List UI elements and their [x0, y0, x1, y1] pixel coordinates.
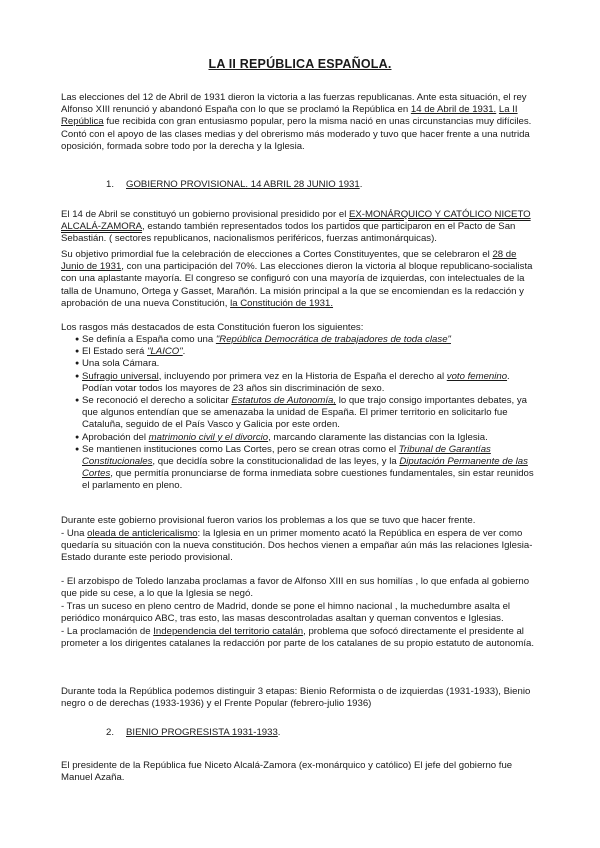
- features-intro: Los rasgos más destacados de esta Constitución fueron los siguientes:: [61, 322, 364, 333]
- list-item: ● Se definía a España como una "República Democrática de trabajadores de toda clase": [61, 334, 541, 346]
- page-title: LA II REPÚBLICA ESPAÑOLA.: [208, 57, 392, 71]
- constitution-features-list: [61, 334, 541, 493]
- list-item: ● Aprobación del matrimonio civil y el divorcio, marcando claramente las distancias con la Iglesia.: [61, 432, 541, 444]
- problems-intro: Durante este gobierno provisional fueron varios los problemas a los que se tuvo que hacer frente.: [61, 515, 476, 526]
- second-republic-term: La II República: [61, 104, 518, 128]
- provisional-government-paragraph: El 14 de Abril se constituyó un gobierno provisional presidido por el EX-MONÁRQUICO Y CATÓLICO NICETO ALCALÁ-ZAMORA, estando también representados todos los partidos que participaron en el Pacto de San Sebastián. ( sectores republicanos, nacionalismos periféricos, fuerzas antimonárquicas).: [61, 209, 531, 245]
- stages-paragraph: Durante toda la República podemos distinguir 3 etapas: Bienio Reformista o de izquierdas (1931-1933), Bienio negro o de derechas (1933-1936) y el Frente Popular (febrero-julio 1936): [61, 686, 531, 710]
- intro-paragraph: Las elecciones del 12 de Abril de 1931 dieron la victoria a las fuerzas republicanas. Ante esta situación, el rey Alfonso XIII renunció y abandonó España con lo que se proclamó la República en 14 de Abril de 1931. La II República fue recibida con gran entusiasmo popular, pero la misma nació en unas circunstancias muy difíciles. Contó con el apoyo de las clases medias y del obrerismo más moderado y tuvo que hacer frente a una nutrida oposición, formada sobre todo por la derecha y la Iglesia.: [61, 92, 532, 152]
- constitution-term: la Constitución de 1931.: [230, 297, 334, 309]
- elections-paragraph: Su objetivo primordial fue la celebración de elecciones a Cortes Constituyentes, que se celebraron el 28 de Junio de 1931, con una participación del 70%. Las elecciones dieron la victoria al bloque republicano-socialista con una aplastante mayoría. El congreso se configuró con una mayoría de izquierdas, con intelectuales de la talla de Unamuno, Ortega y Gasset, Marañón. La misión principal a la que se encomiendan es la redacción y aprobación de una nueva Constitución, la Constitución de 1931.: [61, 249, 533, 309]
- list-item: ● Sufragio universal, incluyendo por primera vez en la Historia de España el derecho al voto femenino. Podían votar todos los mayores de 23 años sin discriminación de sexo.: [61, 371, 541, 395]
- section-heading-1: 1. GOBIERNO PROVISIONAL. 14 ABRIL 28 JUNIO 1931.: [106, 179, 363, 190]
- list-item: ● Una sola Cámara.: [61, 358, 541, 370]
- abc-paragraph: - Tras un suceso en pleno centro de Madrid, donde se pone el himno nacional , la muchedumbre asalta el periódico monárquico ABC, tras esto, las masas descontroladas asaltan y queman conventos e Iglesias.: [61, 601, 511, 625]
- president-name: EX-MONÁRQUICO Y CATÓLICO NICETO ALCALÁ-ZAMORA: [61, 209, 531, 233]
- list-item: ● Se mantienen instituciones como Las Cortes, pero se crean otras como el Tribunal de Garantías Constitucionales, que decidía sobre la constitucionalidad de las leyes, y la Diputación Permanente de las Cortes, que permitía pronunciarse de forma inmediata sobre cuestiones fundamentales, sin estar reunidos el parlamento en pleno.: [61, 444, 541, 493]
- archbishop-paragraph: - El arzobispo de Toledo lanzaba proclamas a favor de Alfonso XIII en sus homilías , lo que enfada al gobierno que pide su cese, a lo que la Iglesia se negó.: [61, 576, 530, 600]
- list-item: ● El Estado será "LAICO".: [61, 346, 541, 358]
- proclamation-date: 14 de Abril de 1931.: [410, 104, 497, 116]
- anticlericalism-paragraph: - Una oleada de anticlericalismo: la Iglesia en un primer momento acató la República en espera de ver como quedaría su situación con la nueva constitución. Dos hechos vienen a empañar aún más las relaciones Iglesia-Estado durante este periodo provisional.: [61, 528, 533, 564]
- list-item: ● Se reconoció el derecho a solicitar Estatutos de Autonomía, lo que trajo consigo importantes debates, ya que algunos entendían que se amenazaba la unidad de España. El primer territorio en solicitarlo fue Cataluña, seguido de el País Vasco y Galicia por este orden.: [61, 395, 541, 432]
- section-heading-2: 2. BIENIO PROGRESISTA 1931-1933.: [106, 727, 281, 738]
- elections-date: 28 de Junio de 1931: [61, 249, 517, 273]
- president-paragraph: El presidente de la República fue Niceto Alcalá-Zamora (ex-monárquico y católico) El jefe del gobierno fue Manuel Azaña.: [61, 760, 513, 784]
- catalonia-paragraph: - La proclamación de Independencia del territorio catalán, problema que sofocó directamente el presidente al prometer a los dirigentes catalanes la redacción por parte de los catalanes de su propio estatuto de autonomía.: [61, 626, 535, 650]
